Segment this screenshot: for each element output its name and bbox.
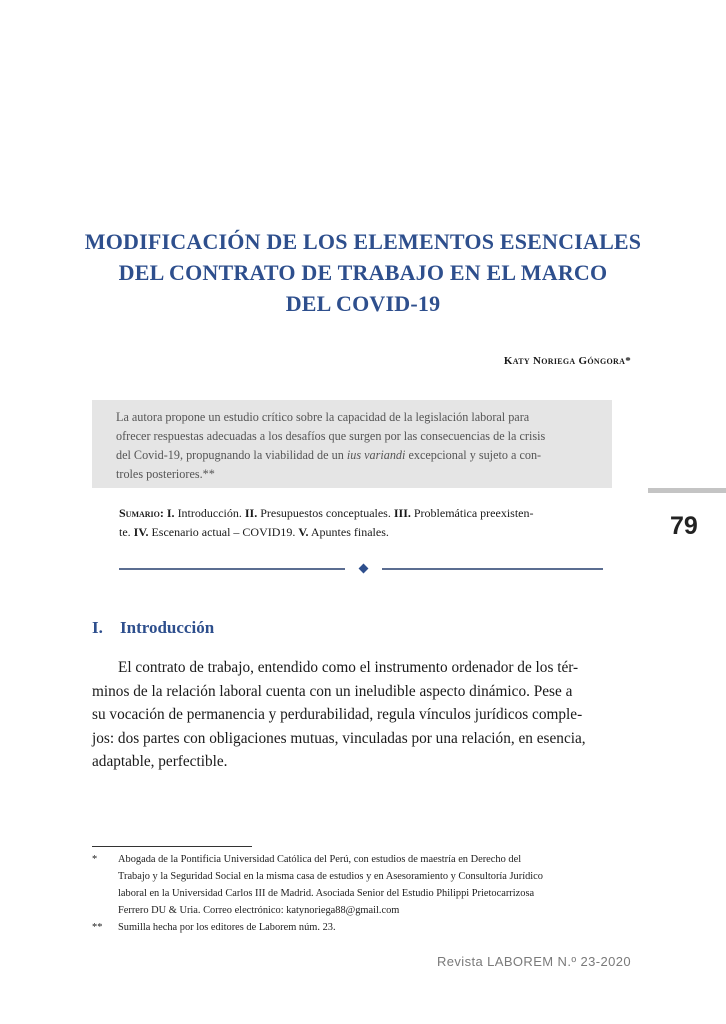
footnote-mark: ** [92,922,103,933]
section-heading [92,618,214,638]
title-line: DEL COVID-19 [285,291,441,316]
footnote-line: laboral en la Universidad Carlos III de Madrid. Asociada Senior del Estudio Philippi Prietocarrizosa [118,888,535,899]
title-line: DEL CONTRATO DE TRABAJO EN EL MARCO [118,260,608,285]
footnote-line: Sumilla hecha por los editores de Laborem núm. 23. [118,922,336,933]
page-number: 79 [670,512,698,540]
summary-item: Apuntes finales. [310,525,389,539]
article-title [60,226,666,319]
body-paragraph [92,656,634,774]
body-line: El contrato de trabajo, entendido como el instrumento ordenador de los tér- [118,659,579,676]
margin-tab-rule [648,488,726,493]
journal-footer: Revista LABOREM N.º 23-2020 [436,954,631,969]
summary-item-number: II. [244,506,258,520]
footnotes [92,851,634,936]
summary-item: Introducción. [177,506,242,520]
body-line: adaptable, perfectible. [92,753,228,770]
abstract-line: del Covid-19, propugnando la viabilidad de un ius variandi excepcional y sujeto a con- [116,448,542,462]
footnote [92,919,634,936]
summary-item-number: IV. [133,525,149,539]
summary-item: Presupuestos conceptuales. [260,506,391,520]
body-line: minos de la relación laboral cuenta con un ineludible aspecto dinámico. Pese a [92,682,573,700]
abstract-line: ofrecer respuestas adecuadas a los desafíos que surgen por las consecuencias de la crisis [116,429,546,443]
summary-item: Problemática preexisten- [413,506,534,520]
summary-label: Sumario: [119,506,164,520]
section-number: I. [92,618,103,637]
footnote-line: Abogada de la Pontificia Universidad Católica del Perú, con estudios de maestría en Derecho del [118,854,522,865]
footnote-separator [92,846,252,847]
summary-item-number: III. [393,506,411,520]
section-divider-right [382,568,603,570]
footnote-line: Ferrero DU & Uria. Correo electrónico: katynoriega88@gmail.com [118,905,400,916]
abstract-line: troles posteriores.** [116,467,215,481]
summary-item: Escenario actual – COVID19. [151,525,296,539]
section-divider-left [119,568,345,570]
author-name: Katy Noriega Góngora* [503,355,631,367]
footnote-mark: * [92,854,98,865]
abstract-box [92,400,612,488]
section-title: Introducción [120,618,215,637]
title-line: MODIFICACIÓN DE LOS ELEMENTOS ESENCIALES [84,229,642,254]
body-line: jos: dos partes con obligaciones mutuas, vinculadas por una relación, en esencia, [92,729,586,747]
divider-diamond-icon [359,564,369,574]
body-line: su vocación de permanencia y perdurabilidad, regula vínculos jurídicos comple- [92,706,583,723]
latin-term: ius variandi [346,448,406,462]
footnote-line: Trabajo y la Seguridad Social en la misma casa de estudios y en Asesoramiento y Consultoría Jurídico [118,871,543,882]
summary-contents [119,504,603,542]
abstract-line: La autora propone un estudio crítico sobre la capacidad de la legislación laboral para [116,410,530,424]
summary-item-number: V. [298,525,309,539]
summary-item-number: I. [166,506,175,520]
footnote [92,851,634,919]
summary-item: te. [119,525,131,539]
